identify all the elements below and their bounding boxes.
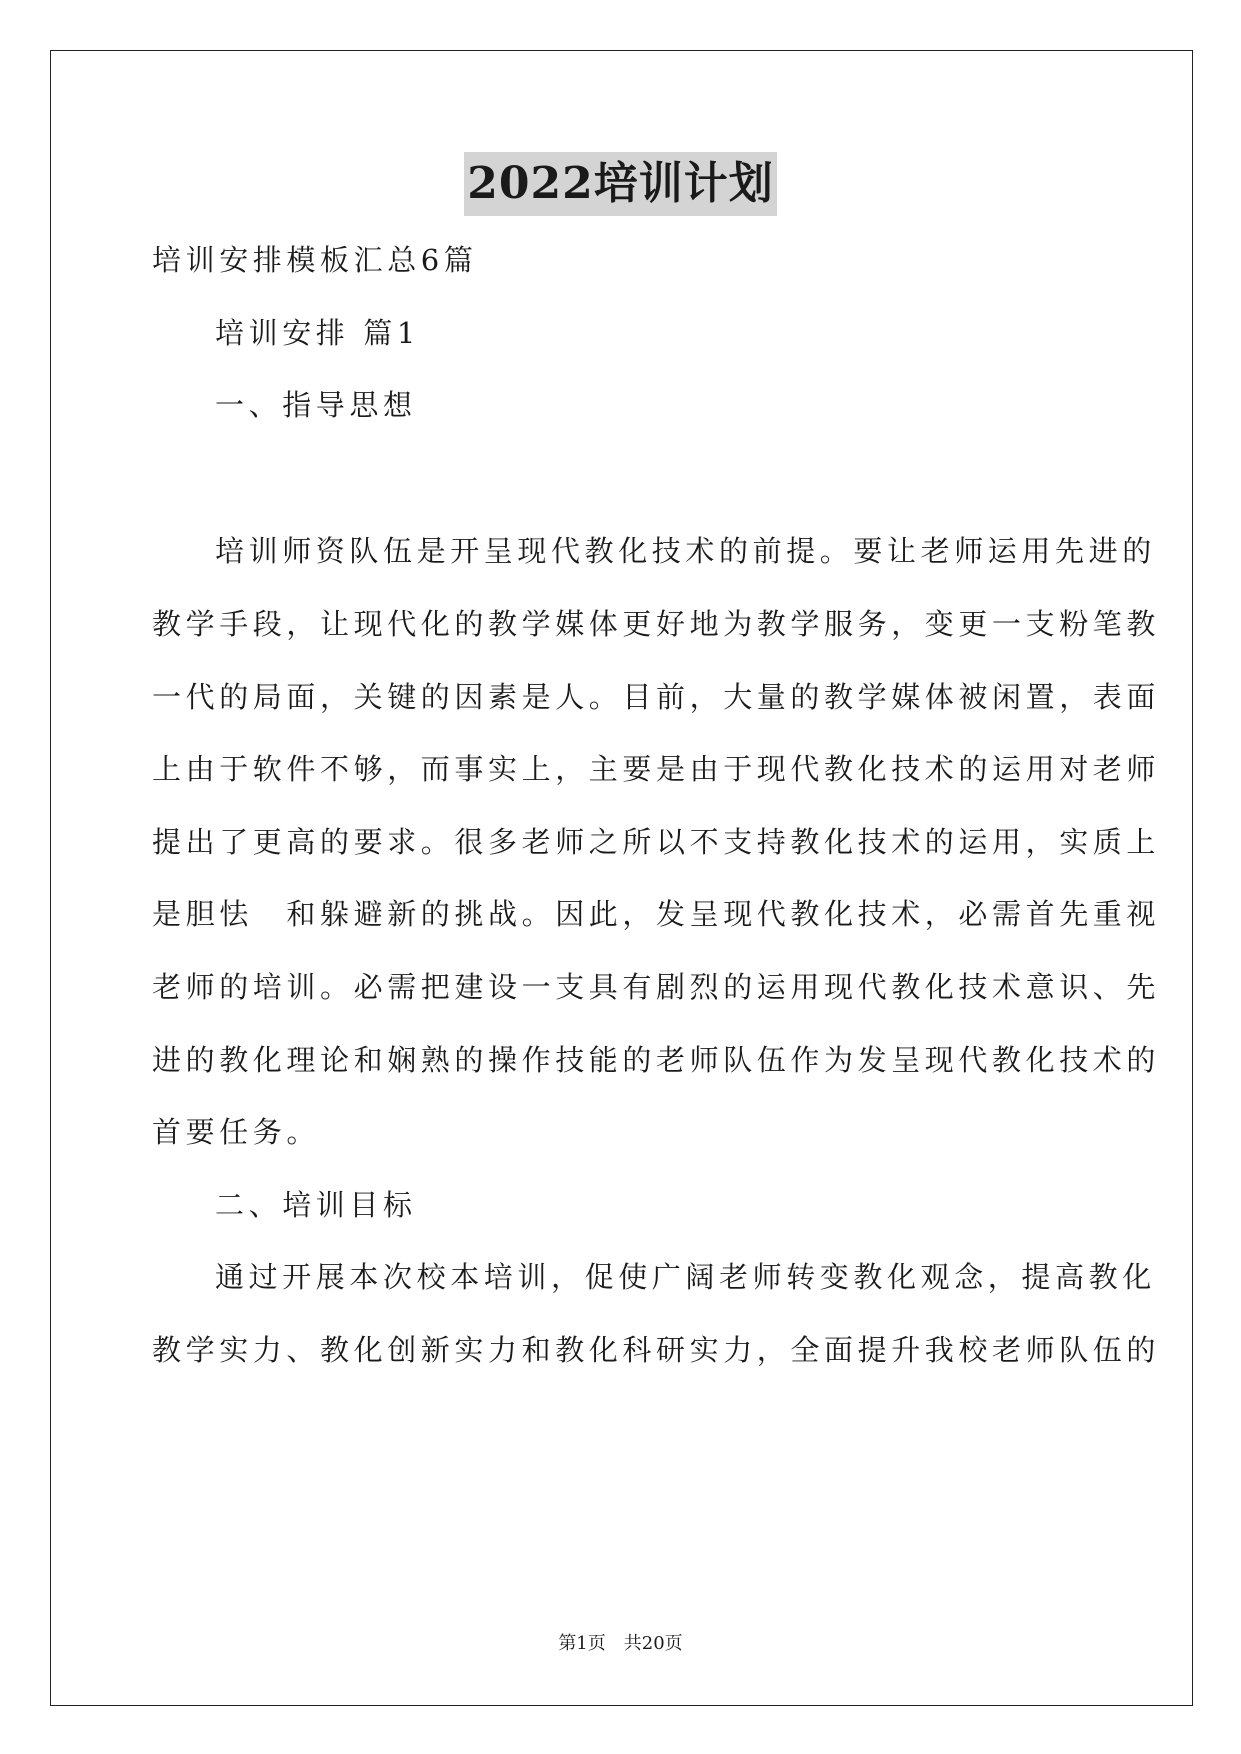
paragraph-line: 提出了更高的要求。很多老师之所以不支持教化技术的运用，实质上: [152, 825, 1161, 859]
paragraph-line: 进的教化理论和娴熟的操作技能的老师队伍作为发呈现代教化技术的: [152, 1043, 1161, 1077]
title-container: [0, 152, 1241, 216]
page-footer: 第1页 共20页: [558, 1633, 683, 1654]
paragraph-line: 是胆怯 和躲避新的挑战。因此，发呈现代教化技术，必需首先重视: [152, 897, 1161, 931]
heading-guiding-thought: 一、指导思想: [215, 388, 417, 422]
document-subtitle: 培训安排模板汇总6篇: [152, 243, 478, 277]
paragraph-line: 首要任务。: [152, 1115, 321, 1149]
document-title: 2022培训计划: [464, 152, 776, 216]
heading-training-goals: 二、培训目标: [215, 1188, 417, 1222]
paragraph-line: 通过开展本次校本培训，促使广阔老师转变教化观念，提高教化: [215, 1260, 1156, 1294]
paragraph-line: 老师的培训。必需把建设一支具有剧烈的运用现代教化技术意识、先: [152, 970, 1161, 1004]
section-heading: 培训安排 篇1: [215, 316, 420, 350]
paragraph-line: 上由于软件不够，而事实上，主要是由于现代教化技术的运用对老师: [152, 752, 1161, 786]
paragraph-line: 教学实力、教化创新实力和教化科研实力，全面提升我校老师队伍的: [152, 1333, 1161, 1367]
paragraph-line: 一代的局面，关键的因素是人。目前，大量的教学媒体被闲置，表面: [152, 680, 1161, 714]
page-frame: [50, 50, 1193, 1706]
paragraph-line: 教学手段，让现代化的教学媒体更好地为教学服务，变更一支粉笔教: [152, 607, 1161, 641]
paragraph-line: 培训师资队伍是开呈现代教化技术的前提。要让老师运用先进的: [215, 534, 1156, 568]
